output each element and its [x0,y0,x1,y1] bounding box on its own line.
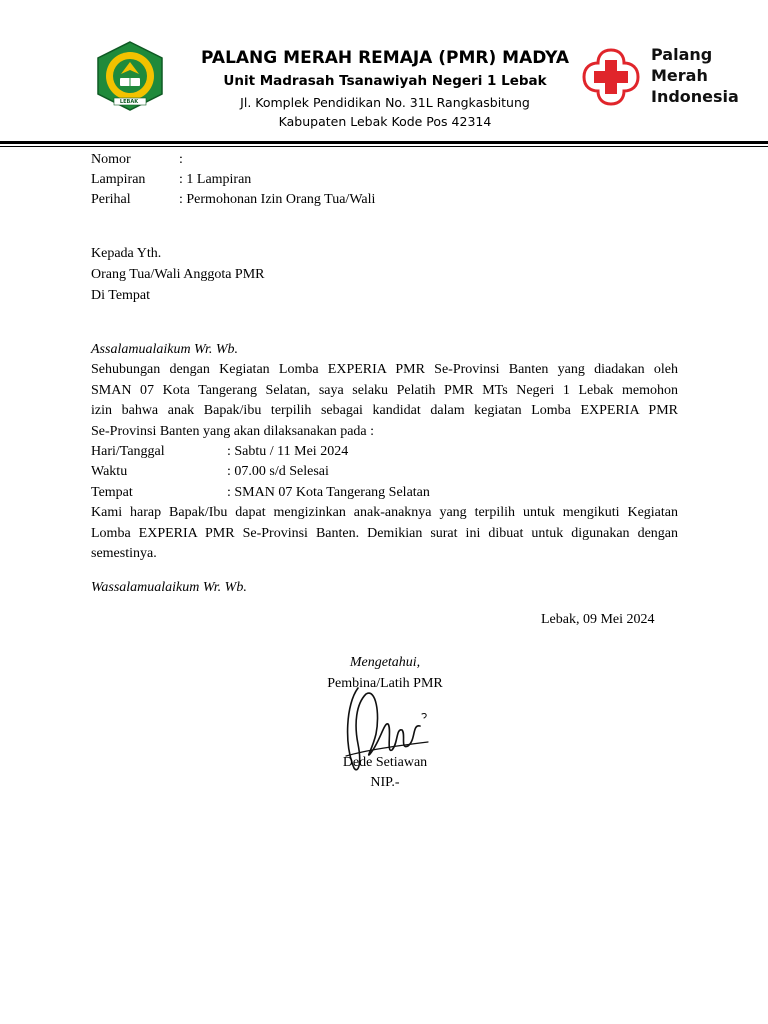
closing-greeting: Wassalamualaikum Wr. Wb. [91,580,247,595]
paragraph-2-line: Lomba EXPERIA PMR Se-Provinsi Banten. Demikian surat ini dibuat untuk digunakan dengan [91,525,678,541]
pmi-line-3: Indonesia [651,87,739,106]
recipient-line-3: Di Tempat [91,288,151,303]
letterhead-title: PALANG MERAH REMAJA (PMR) MADYA [201,48,569,68]
recipient-line-2: Orang Tua/Wali Anggota PMR [91,267,265,282]
letterhead-divider-thin [0,146,768,147]
paragraph-1 [91,360,678,442]
lampiran-value: : 1 Lampiran [179,172,252,187]
pmi-wordmark [651,44,739,107]
perihal-value: : Permohonan Izin Orang Tua/Wali [179,192,376,207]
hari-label: Hari/Tanggal [91,444,165,459]
pmi-line-2: Merah [651,66,708,85]
logo-bottom-text: LEBAK [119,98,139,105]
paragraph-1-line: izin bahwa anak Bapak/ibu terpilih sebagai kandidat dalam kegiatan Lomba EXPERIA PMR [91,403,678,419]
recipient-line-1: Kepada Yth. [91,246,162,261]
signer-nip: NIP.- [370,775,400,790]
lampiran-label: Lampiran [91,172,146,187]
mengetahui-label: Mengetahui, [349,655,421,670]
nomor-label: Nomor [91,152,131,167]
place-date: Lebak, 09 Mei 2024 [541,612,655,627]
letterhead-unit: Unit Madrasah Tsanawiyah Negeri 1 Lebak [223,73,547,89]
perihal-label: Perihal [91,192,131,207]
greeting: Assalamualaikum Wr. Wb. [91,342,238,357]
paragraph-2 [91,503,678,565]
letterhead-address-1: Jl. Komplek Pendidikan No. 31L Rangkasbitung [240,95,530,110]
tempat-value: : SMAN 07 Kota Tangerang Selatan [227,485,430,500]
waktu-value: : 07.00 s/d Selesai [227,464,329,479]
signer-name: Dede Setiawan [342,755,428,770]
paragraph-1-line: Sehubungan dengan Kegiatan Lomba EXPERIA PMR Se-Provinsi Banten yang diadakan oleh [91,362,678,377]
tempat-label: Tempat [91,485,133,500]
signer-position: Pembina/Latih PMR [327,676,443,691]
paragraph-1-line: Se-Provinsi Banten yang akan dilaksanakan pada : [91,423,375,439]
waktu-label: Waktu [91,464,128,479]
paragraph-2-line: semestinya. [91,546,157,562]
paragraph-2-line: Kami harap Bapak/Ibu dapat mengizinkan anak-anaknya yang terpilih untuk mengikuti Kegiatan [91,505,678,520]
nomor-value: : [179,152,183,167]
paragraph-1-line: SMAN 07 Kota Tangerang Selatan, saya selaku Pelatih PMR MTs Negeri 1 Lebak memohon [91,382,678,398]
hari-value: : Sabtu / 11 Mei 2024 [227,444,349,459]
letterhead-address-2: Kabupaten Lebak Kode Pos 42314 [278,114,492,129]
letterhead-divider-thick [0,141,768,144]
pmi-line-1: Palang [651,45,713,64]
pmi-cross-logo-icon [580,46,642,108]
logo-ring-text [70,20,71,21]
